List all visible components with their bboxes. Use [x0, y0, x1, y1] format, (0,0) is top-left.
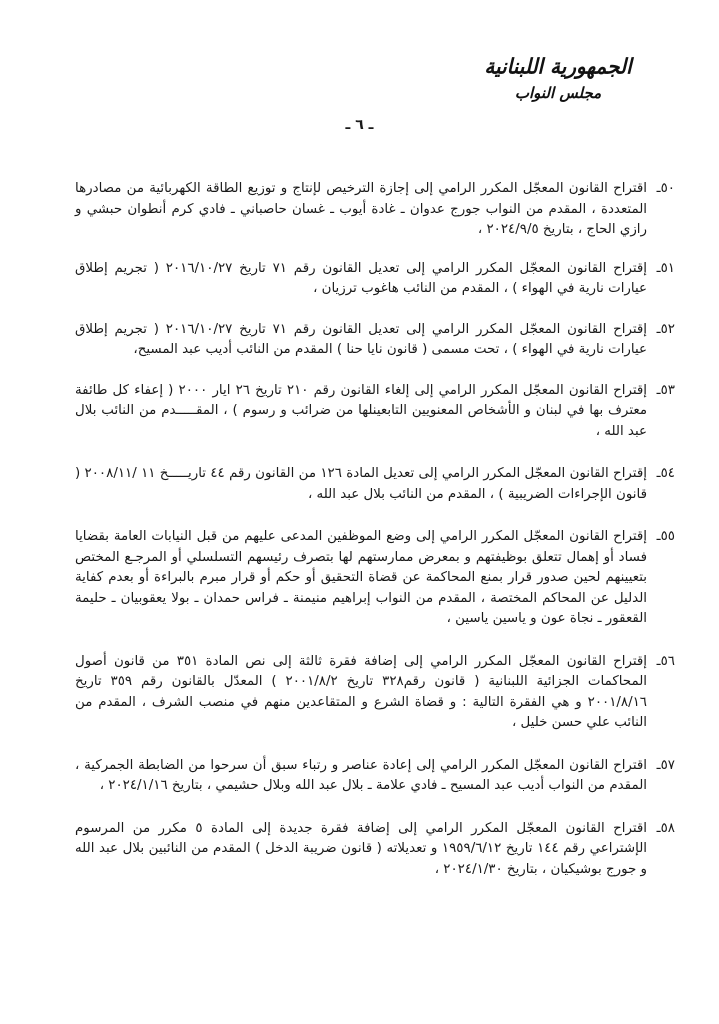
letterhead-republic: الجمهورية اللبنانية [484, 53, 632, 79]
letterhead [483, 52, 633, 104]
list-item [75, 259, 675, 300]
page-number: ـ ٦ ـ [345, 117, 374, 133]
item-number: ٥٨ـ [656, 820, 675, 836]
list-item [75, 819, 675, 881]
letterhead-parliament: مجلس النواب [514, 84, 602, 102]
proposals-list [75, 179, 675, 880]
item-text: إقتراح القانون المعجّل المكرر الرامي إلى إلغاء القانون رقم ٢١٠ تاريخ ٢٦ ايار ٢٠٠٠ ( إعفاء كل طائفة معترف بها في لبنان و الأشخاص المعنويين التابعينلها من ضرائب و رسوم ) ، المقـــــدم من النائب بلال عبد الله ، [75, 382, 648, 439]
item-number: ٥٤ـ [656, 466, 675, 481]
list-item [75, 527, 675, 630]
item-number: ٥١ـ [656, 260, 675, 276]
list-item [75, 652, 675, 734]
list-item [75, 179, 675, 241]
item-text: اقتراح القانون المعجّل المكرر الرامي إلى إعادة عناصر و رتباء سبق أن سرحوا من الضابطة الجمركية ، المقدم من النواب أديب عبد المسيح ـ فادي علامة ـ بلال عبد الله وبلال حشيمي ، بتاريخ ٢٠٢٤/١/١٦ ، [75, 757, 647, 793]
item-text: إقتراح القانون المعجّل المكرر الرامي إلى وضع الموظفين المدعى عليهم من قبل النيابات العامة بقضايا فساد أو إهمال تتعلق بوظيفتهم و بمعرض ممارستهم لها بتصرف رئيسهم التسلسلي أو المرجـع المختص بتعيينهم لحين صدور قرار بمنع المحاكمة عن قضاة التحقيق أو حكم أو قرار مبرم بالبراءة أو بعدم كفاية الدليل عن المحاكم المختصة ، المقدم من النواب إبراهيم منيمنة ـ فراس حمدان ـ بولا يعقوبيان ـ حليمة القعقور ـ نجاة عون و ياسين ياسين ، [75, 529, 647, 626]
list-item [75, 464, 675, 505]
item-text: إقتراح القانون المعجّل المكرر الرامي إلى تعديل المادة ١٢٦ من القانون رقم ٤٤ تاريـــــخ ١١ /٢٠٠٨/١١ ( قانون الإجراءات الضريبية ) ، المقدم من النائب بلال عبد الله ، [75, 466, 647, 502]
item-text: إقتراح القانون المعجّل المكرر الرامي إلى تعديل القانون رقم ٧١ تاريخ ٢٠١٦/١٠/٢٧ ( تجريم إطلاق عيارات نارية في الهواء ) ، تحت مسمى ( قانون نايا حنا ) المقدم من النائب أديب عبد المسيح، [75, 321, 647, 357]
item-number: ٥٣ـ [656, 382, 675, 398]
item-text: اقتراح القانون المعجّل المكرر الرامي إلى إضافة فقرة جديدة إلى المادة ٥ مكرر من المرسوم الإشتراعي رقم ١٤٤ تاريخ ١٩٥٩/٦/١٢ و تعديلاته ( قانون ضريبة الدخل ) المقدم من النائبين بلال عبد الله و جورج بوشيكيان ، بتاريخ ٢٠٢٤/١/٣٠ ، [75, 820, 647, 877]
list-item [75, 756, 675, 797]
item-text: إقتراح القانون المعجّل المكرر الرامي إلى تعديل القانون رقم ٧١ تاريخ ٢٠١٦/١٠/٢٧ ( تجريم إطلاق عيارات نارية في الهواء ) ، المقدم من النائب هاغوب ترزيان ، [75, 260, 647, 296]
list-item [75, 381, 675, 443]
item-text: اقتراح القانون المعجّل المكرر الرامي إلى إجازة الترخيص لإنتاج و توزيع الطاقة الكهربائية من مصادرها المتعددة ، المقدم من النواب جورج عدوان ـ غادة أيوب ـ غسان حاصباني ـ فادي كرم أنطوان حبشي و رازي الحاج ، بتاريخ ٢٠٢٤/٩/٥ ، [75, 181, 647, 237]
item-number: ٥٠ـ [656, 181, 675, 196]
list-item [75, 320, 675, 361]
item-number: ٥٦ـ [656, 653, 675, 669]
item-text: إقتراح القانون المعجّل المكرر الرامي إلى إضافة فقرة ثالثة إلى نص المادة ٣٥١ من قانون أصول المحاكمات الجزائية اللبنانية ( قانون رقم٣٢٨ تاريخ ٢٠٠١/٨/٢ ) المعدّل بالقانون رقم ٣٥٩ تاريخ ٢٠٠١/٨/١٦ و هي الفقرة التالية : و قضاة الشرع و المتقاعدين منهم في منصب الشرف ، المقدم من النائب علي حسن خليل ، [75, 653, 647, 730]
item-number: ٥٢ـ [656, 321, 675, 337]
item-number: ٥٥ـ [656, 529, 675, 544]
item-number: ٥٧ـ [656, 757, 675, 773]
